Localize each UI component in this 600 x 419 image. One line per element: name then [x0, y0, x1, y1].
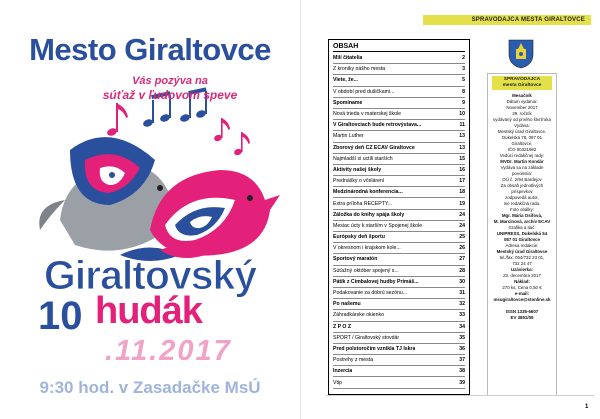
- imprint-line: MVDr. Martin Kondár: [500, 159, 544, 164]
- toc-item[interactable]: [333, 377, 465, 388]
- poster-time-venue: 9:30 hod. v Zasadačke MsÚ: [39, 378, 261, 397]
- toc-item-page: 16: [459, 166, 465, 173]
- toc-item[interactable]: [333, 243, 465, 254]
- toc-item[interactable]: [333, 75, 465, 86]
- toc-item-page: 32: [459, 301, 465, 308]
- poster-invite-line2: súťaž v ľudovom speve: [102, 88, 238, 102]
- toc-item[interactable]: [333, 277, 465, 288]
- imprint-line: Giraltovce,: [511, 141, 533, 146]
- toc-item[interactable]: [333, 333, 465, 344]
- toc-item-page: 9: [462, 99, 465, 106]
- toc-item-title: Zborový deň CZ ECAV Giraltovce: [333, 144, 415, 151]
- toc-item[interactable]: [333, 187, 465, 198]
- footer-rule: [326, 395, 594, 396]
- toc-item[interactable]: [333, 131, 465, 142]
- toc-item[interactable]: [333, 344, 465, 355]
- toc-item-page: 24: [459, 222, 465, 229]
- toc-item-title: Z kroniky nášho mesta: [333, 66, 386, 73]
- toc-item[interactable]: [333, 98, 465, 109]
- poster-edition-number: 10: [38, 294, 83, 338]
- imprint-line: msugiraltovce@stonline.sk: [493, 297, 551, 302]
- toc-item[interactable]: [333, 366, 465, 377]
- toc-item-page: 11: [459, 122, 465, 129]
- toc-item-page: 25: [459, 234, 465, 241]
- imprint-line: M. Marcinová, archív ECAV: [493, 219, 551, 224]
- imprint-line: 087 01 Giraltovce: [503, 237, 541, 242]
- poster-date: .11.2017: [105, 335, 232, 367]
- toc-list: [333, 53, 465, 389]
- toc-item-title: V období pred dušičkami...: [333, 88, 395, 95]
- toc-item[interactable]: [333, 266, 465, 277]
- toc-item-page: 38: [459, 368, 465, 375]
- toc-item-title: V Giraltovciach bude retrovýstava...: [333, 122, 422, 129]
- toc-item[interactable]: [333, 355, 465, 366]
- imprint-header-line2: mesta Giraltovce: [502, 83, 542, 88]
- imprint-lines: [488, 90, 556, 321]
- toc-item-title: Vtip: [333, 379, 342, 386]
- imprint-line: príspevkov: [511, 189, 533, 194]
- imprint-line: Foto obálky:: [510, 207, 534, 212]
- toc-item-page: 10: [459, 111, 465, 118]
- toc-item-title: Po našemu: [333, 301, 361, 308]
- toc-item[interactable]: [333, 87, 465, 98]
- toc-item-title: Záhradkárske okienko: [333, 312, 385, 319]
- toc-item-title: V okresnom i krajskom kole...: [333, 245, 401, 252]
- contents-page: [300, 0, 600, 419]
- imprint-line: ISSN 1335-6607: [505, 309, 539, 314]
- imprint-line: tel./fax: 054/732 23 01,: [499, 255, 545, 260]
- imprint-line: vydávaný od prvého štvrťroka: [493, 117, 551, 122]
- imprint-line: 29. ročník: [512, 111, 532, 116]
- toc-item-title: ŠPORT / Giraltovský stovdár: [333, 334, 400, 341]
- pink-bird: [150, 170, 280, 256]
- toc-item-title: Viete, že...: [333, 77, 358, 84]
- toc-item-title: Extra príloha RECEPTY...: [333, 200, 393, 207]
- toc-item-title: Pátik z Cimbalovej hudby Primáš...: [333, 278, 419, 285]
- imprint-line: Vydáva:: [514, 123, 530, 128]
- page-header-title: SPRAVODAJCA MESTA GIRALTOVCE: [471, 17, 585, 23]
- imprint-line: Uzávierka:: [511, 267, 533, 272]
- toc-item-title: Inzercia: [333, 368, 353, 375]
- imprint-line: Adresa redakcie:: [505, 243, 539, 248]
- toc-item-page: 28: [459, 267, 465, 274]
- toc-item[interactable]: [333, 210, 465, 221]
- imprint-line: Mesačník: [512, 93, 532, 98]
- toc-item-title: Súťažný október spojený s...: [333, 267, 399, 274]
- page-header-bar: [423, 15, 591, 25]
- imprint-line: Grafika a tlač:: [508, 225, 536, 230]
- toc-item[interactable]: [333, 221, 465, 232]
- town-coat-of-arms-icon: [508, 39, 534, 69]
- toc-item-page: 24: [459, 211, 465, 218]
- toc-item[interactable]: [333, 322, 465, 333]
- toc-item-title: Postrehy z mesta: [333, 357, 374, 364]
- imprint-line: Dátum vydania:: [506, 99, 538, 104]
- toc-item-page: 17: [459, 178, 465, 185]
- toc-item-title: Martin Luther: [333, 133, 364, 140]
- toc-item-page: 33: [459, 312, 465, 319]
- imprint-line: EV 3891/09: [510, 315, 534, 320]
- toc-item-page: 8: [462, 88, 465, 95]
- imprint-line: Vedúci redakčnej rady:: [499, 153, 545, 158]
- toc-item-page: 31: [459, 290, 465, 297]
- imprint-box: [487, 73, 557, 396]
- page-number: 1: [585, 404, 589, 410]
- imprint-line: 270 ks, Cena 0,50 €: [502, 285, 542, 290]
- imprint-line: povolenia:: [511, 171, 533, 176]
- toc-item-title: Najmladší si uctili starších: [333, 155, 393, 162]
- imprint-line: IČO 00321982: [507, 147, 537, 152]
- toc-item-title: Záložka do knihy spája školy: [333, 211, 405, 218]
- imprint-line: 23. decembra 2017: [503, 273, 541, 278]
- imprint-line: Dukelská 78, 087 01: [501, 135, 543, 140]
- poster-town-title: Mesto Giraltovce: [29, 32, 271, 67]
- imprint-line: Mgr. Mária Osifová,: [501, 213, 543, 218]
- toc-item[interactable]: [333, 165, 465, 176]
- toc-item-title: Európsky deň športu: [333, 234, 385, 241]
- toc-item[interactable]: [333, 299, 465, 310]
- imprint-line: 732 24 47: [512, 261, 532, 266]
- toc-item[interactable]: [333, 64, 465, 75]
- toc-item-page: 2: [462, 55, 465, 62]
- imprint-line: OÚ č. 2/94 Bardejov: [502, 177, 542, 182]
- toc-item-page: 15: [459, 155, 465, 162]
- toc-item-title: Podakovanie za dobrú sezónu...: [333, 290, 408, 297]
- imprint-line: Vydáva sa na základe: [500, 165, 544, 170]
- toc-item-title: Pred polstoročím vznikla TJ Iskra: [333, 345, 416, 352]
- toc-item-page: 36: [459, 345, 465, 352]
- toc-item-title: Nová trieda v materskej škole: [333, 111, 402, 118]
- toc-item-page: 26: [459, 245, 465, 252]
- toc-item[interactable]: [333, 232, 465, 243]
- poster-big-title-line1: Giraltovský: [43, 252, 257, 298]
- toc-item[interactable]: [333, 154, 465, 165]
- toc-item-title: Spomíname: [333, 99, 363, 106]
- toc-item-title: Z P O Z: [333, 323, 352, 330]
- table-of-contents: [328, 39, 470, 395]
- toc-item-page: 34: [459, 323, 465, 330]
- imprint-line: Mestský úrad Giraltovce: [496, 249, 548, 254]
- toc-item-page: 27: [459, 256, 465, 263]
- toc-item[interactable]: [333, 198, 465, 209]
- toc-item-title: Aktivity našej školy: [333, 166, 382, 173]
- toc-item[interactable]: [333, 288, 465, 299]
- toc-item-title: Prednášky o včelárení: [333, 178, 385, 185]
- toc-item-page: 37: [459, 357, 465, 364]
- toc-item[interactable]: [333, 53, 465, 64]
- imprint-header-line1: SPRAVODAJCA: [503, 77, 541, 82]
- toc-title: OBSAH: [333, 43, 465, 52]
- imprint-line: e-mail:: [514, 291, 530, 296]
- toc-item[interactable]: [333, 176, 465, 187]
- imprint-line: November 2017: [506, 105, 538, 110]
- toc-item-page: 35: [459, 334, 465, 341]
- toc-item[interactable]: [333, 310, 465, 321]
- toc-item[interactable]: [333, 254, 465, 265]
- toc-item[interactable]: [333, 120, 465, 131]
- imprint-header: [492, 76, 552, 90]
- toc-item[interactable]: [333, 143, 465, 154]
- imprint-line: Za obsah jednotlivých: [500, 183, 544, 188]
- toc-item-page: 3: [462, 66, 465, 73]
- toc-item-title: Mesiac úcty k starším v Spojenej škole: [333, 222, 423, 229]
- imprint-line: zodpovedá autor,: [505, 195, 539, 200]
- toc-item-page: 13: [459, 144, 465, 151]
- toc-item-page: 19: [459, 200, 465, 207]
- toc-item-title: Milí čitatelia: [333, 55, 363, 62]
- imprint-line: UNIPRESS, Dukelská 54: [496, 231, 548, 236]
- poster-big-title-line2: hudák: [95, 290, 202, 332]
- toc-item-page: 18: [459, 189, 465, 196]
- toc-item[interactable]: [333, 109, 465, 120]
- toc-item-title: Medzinárodná konferencia...: [333, 189, 403, 196]
- poster-invite-line1: Vás pozýva na: [132, 75, 208, 87]
- toc-item-page: 5: [462, 77, 465, 84]
- imprint-line: nie redakčná rada.: [503, 201, 541, 206]
- toc-item-page: 30: [459, 278, 465, 285]
- toc-item-page: 13: [459, 133, 465, 140]
- toc-item-page: 39: [459, 379, 465, 386]
- imprint-line: Náklad:: [514, 279, 530, 284]
- imprint-line: Mestský úrad Giraltovce,: [497, 129, 547, 134]
- toc-item-title: Športový maratón: [333, 256, 378, 263]
